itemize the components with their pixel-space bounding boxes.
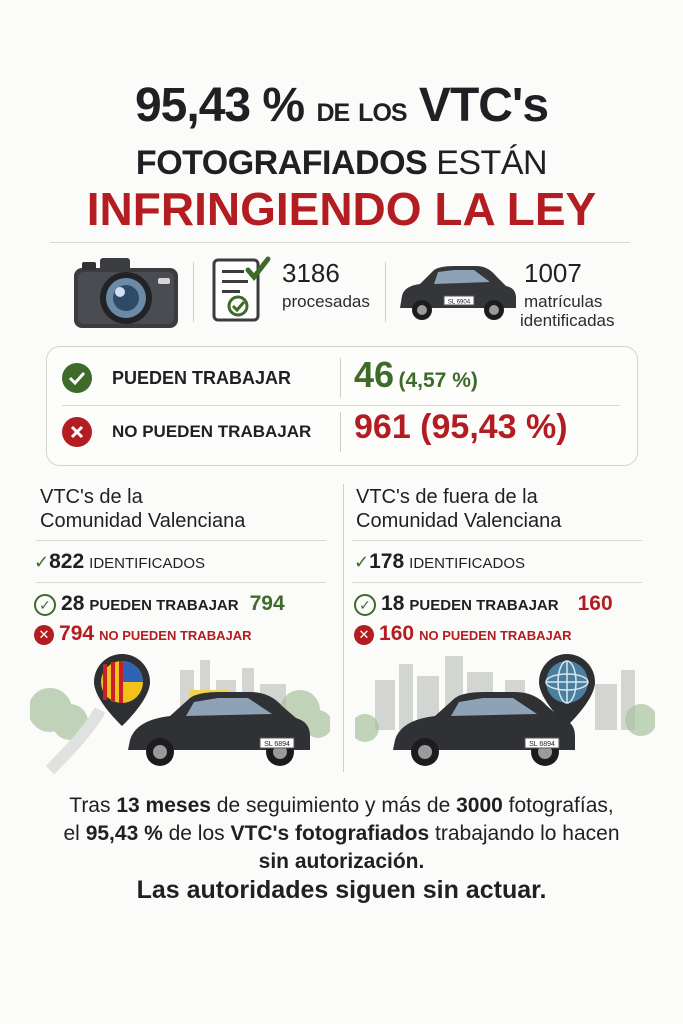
divider bbox=[50, 242, 630, 243]
plates-value: 1007 bbox=[524, 258, 582, 288]
divider bbox=[352, 540, 642, 541]
stats-separator bbox=[193, 262, 194, 322]
right-cannot-work bbox=[354, 622, 571, 646]
right-can-work bbox=[354, 592, 613, 616]
processed-label: procesadas bbox=[282, 292, 370, 311]
footer-text: de seguimiento y más de bbox=[216, 794, 451, 817]
can-work-value: 46 bbox=[354, 354, 395, 395]
footer-no-authorization: sin autorización. bbox=[258, 850, 425, 873]
x-circle-icon: ✕ bbox=[34, 625, 54, 645]
stats-separator bbox=[385, 262, 386, 322]
footer-text: fotografías, bbox=[508, 794, 614, 817]
headline-are: ESTÁN bbox=[436, 144, 548, 182]
footer-photo-count: 3000 bbox=[456, 794, 503, 817]
valencia-city-illustration bbox=[30, 650, 330, 775]
divider bbox=[36, 582, 326, 583]
headline-photographed: FOTOGRAFIADOS bbox=[135, 144, 428, 182]
left-identified-label: IDENTIFICADOS bbox=[89, 555, 205, 572]
right-cannot-value: 160 bbox=[379, 622, 415, 645]
check-circle-icon: ✓ bbox=[34, 594, 56, 616]
can-work-label: PUEDEN TRABAJAR bbox=[112, 368, 292, 388]
outside-city-illustration bbox=[355, 650, 655, 775]
left-can-work bbox=[34, 592, 285, 616]
check-circle-icon: ✓ bbox=[354, 594, 376, 616]
headline-line-1 bbox=[0, 78, 683, 133]
footer-months: 13 meses bbox=[116, 794, 211, 817]
check-icon: ✓ bbox=[34, 552, 50, 572]
left-title-2: Comunidad Valenciana bbox=[40, 510, 246, 532]
divider bbox=[36, 540, 326, 541]
left-can-value: 28 bbox=[61, 592, 85, 615]
closing-statement: Las autoridades siguen sin actuar. bbox=[136, 876, 547, 904]
right-title-2: Comunidad Valenciana bbox=[356, 510, 562, 532]
document-check-icon bbox=[210, 256, 272, 326]
headline-line-3: INFRINGIENDO LA LEY bbox=[86, 183, 597, 235]
check-icon: ✓ bbox=[354, 552, 370, 572]
column-separator bbox=[343, 484, 344, 772]
car-plate: SL 6904 bbox=[447, 299, 471, 306]
camera-icon bbox=[70, 254, 182, 332]
right-identified-value: 178 bbox=[369, 550, 405, 573]
footer-text: trabajando lo hacen bbox=[435, 822, 620, 845]
summary-panel bbox=[46, 346, 638, 466]
summary-separator bbox=[340, 358, 341, 398]
car-icon bbox=[394, 262, 520, 324]
footer-vtc-photographed: VTC's fotografiados bbox=[230, 822, 430, 845]
left-cannot-label: NO PUEDEN TRABAJAR bbox=[99, 628, 252, 643]
plates-label-2: identificadas bbox=[520, 311, 615, 330]
right-title-1: VTC's de fuera de la bbox=[356, 486, 538, 508]
right-car-plate: SL 6894 bbox=[529, 741, 555, 748]
plates-label-1: matrículas bbox=[524, 292, 603, 311]
summary-divider bbox=[62, 405, 620, 406]
cannot-work-label: NO PUEDEN TRABAJAR bbox=[112, 422, 312, 441]
left-can-label: PUEDEN TRABAJAR bbox=[89, 597, 239, 614]
left-can-extra: 794 bbox=[249, 592, 285, 615]
left-identified-value: 822 bbox=[49, 550, 85, 573]
left-cannot-value: 794 bbox=[59, 622, 95, 645]
footer-text: Tras bbox=[69, 794, 111, 817]
footer-text: el bbox=[63, 822, 80, 845]
right-can-label: PUEDEN TRABAJAR bbox=[409, 597, 559, 614]
x-circle-icon: ✕ bbox=[354, 625, 374, 645]
headline-connector: de los bbox=[316, 88, 407, 129]
processed-value: 3186 bbox=[282, 258, 340, 288]
summary-separator bbox=[340, 412, 341, 452]
footer-percentage: 95,43 % bbox=[85, 822, 163, 845]
right-identified bbox=[354, 550, 525, 574]
check-circle-icon bbox=[62, 363, 92, 393]
can-work-figure bbox=[354, 354, 478, 396]
headline-line-2 bbox=[0, 144, 683, 183]
right-can-value: 18 bbox=[381, 592, 405, 615]
cannot-work-value: 961 (95,43 %) bbox=[354, 408, 568, 446]
headline-vtc: VTC's bbox=[418, 79, 549, 132]
right-cannot-label: NO PUEDEN TRABAJAR bbox=[419, 628, 572, 643]
left-car-plate: SL 6894 bbox=[264, 741, 290, 748]
left-cannot-work bbox=[34, 622, 251, 646]
right-can-extra: 160 bbox=[577, 592, 613, 615]
right-identified-label: IDENTIFICADOS bbox=[409, 555, 525, 572]
can-work-pct: (4,57 %) bbox=[398, 369, 478, 392]
headline-percentage: 95,43 % bbox=[134, 79, 305, 132]
left-identified bbox=[34, 550, 205, 574]
footer-paragraph bbox=[0, 792, 683, 876]
footer-text: de los bbox=[168, 822, 225, 845]
left-title-1: VTC's de la bbox=[40, 486, 143, 508]
divider bbox=[352, 582, 642, 583]
x-circle-icon bbox=[62, 417, 92, 447]
